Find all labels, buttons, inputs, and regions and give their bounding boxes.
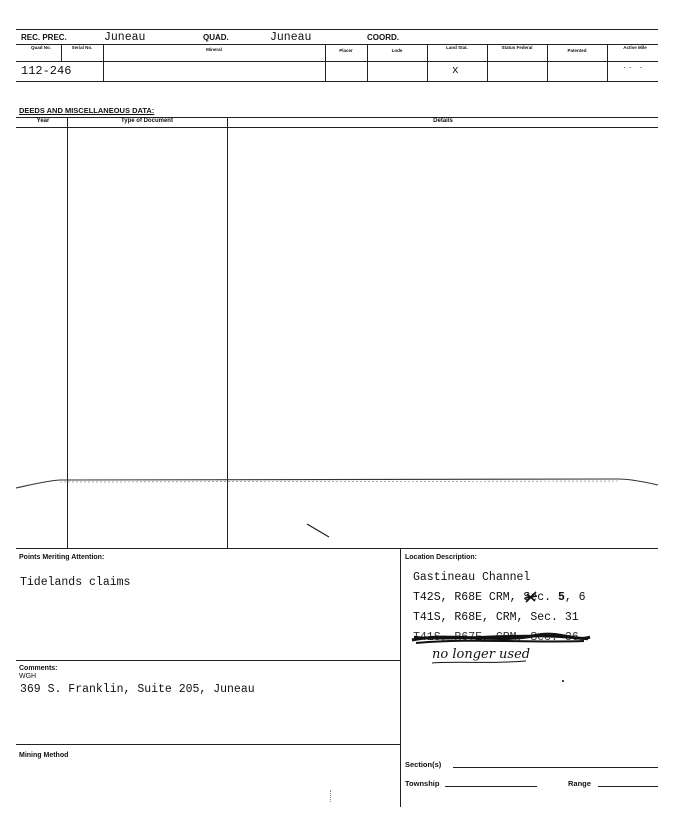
deeds-heading: DEEDS AND MISCELLANEOUS DATA: — [19, 106, 155, 115]
rec-prec-label: REC. PREC. — [21, 33, 67, 42]
quad-serial-number: 112-246 — [21, 64, 72, 78]
handwritten-underline — [430, 658, 530, 666]
col-year: Year — [36, 118, 50, 124]
scan-speck-2 — [562, 680, 564, 682]
col-quad-no: Quad No. — [31, 45, 51, 50]
scan-speck — [330, 790, 332, 802]
coord-label: COORD. — [367, 33, 399, 42]
range-field-line[interactable] — [598, 786, 658, 787]
col-placer: Placer — [339, 48, 353, 53]
location-line-2-struck: 5 — [557, 591, 565, 604]
points-label: Points Meriting Attention: — [19, 554, 105, 561]
sections-label: Section(s) — [405, 760, 442, 769]
col-lode: Lode — [391, 48, 403, 53]
location-line-2-pre: T42S, R68E CRM, Sec. — [413, 591, 552, 604]
comments-value: 369 S. Franklin, Suite 205, Juneau — [20, 683, 255, 696]
active-mile-mark: ˙˙ ˙ — [622, 67, 644, 77]
quad-label: QUAD. — [203, 33, 229, 42]
location-line-2: T42S, R68E CRM, Sec. 5, 6 — [413, 591, 586, 604]
location-line-1: Gastineau Channel — [413, 571, 531, 584]
location-struck-line: T41S, R67E, CRM, Sec. 36 — [413, 631, 579, 644]
handwritten-note: no longer used — [432, 647, 531, 662]
fold-line-mark — [0, 470, 678, 500]
stray-pen-mark — [305, 522, 335, 542]
col-serial-no: Serial No. — [71, 45, 93, 50]
rec-prec-value: Juneau — [104, 31, 146, 44]
quad-value: Juneau — [270, 31, 312, 44]
col-type-of-document: Type of Document — [121, 118, 173, 124]
township-field-line[interactable] — [445, 786, 537, 787]
land-stat-mark: x — [452, 65, 459, 77]
mining-method-label: Mining Method — [19, 752, 69, 759]
location-line-3: T41S, R68E, CRM, Sec. 31 — [413, 611, 579, 624]
col-active-mile: Active Mile — [623, 45, 647, 50]
col-details: Details — [433, 118, 453, 124]
points-value: Tidelands claims — [20, 576, 131, 589]
scribble-over-section-number — [524, 590, 538, 604]
sections-field-line[interactable] — [453, 767, 658, 768]
col-mineral: Mineral — [206, 47, 222, 52]
location-label: Location Description: — [405, 554, 477, 561]
range-label: Range — [568, 779, 591, 788]
location-line-2-post: 6 — [578, 591, 586, 604]
township-label: Township — [405, 779, 440, 788]
col-land-stat: Land Stat. — [446, 45, 468, 50]
col-patented: Patented — [567, 48, 587, 53]
comments-label: Comments: — [19, 665, 58, 672]
comments-initials: WGH — [19, 673, 37, 680]
col-status-federal: Status Federal — [501, 45, 533, 50]
